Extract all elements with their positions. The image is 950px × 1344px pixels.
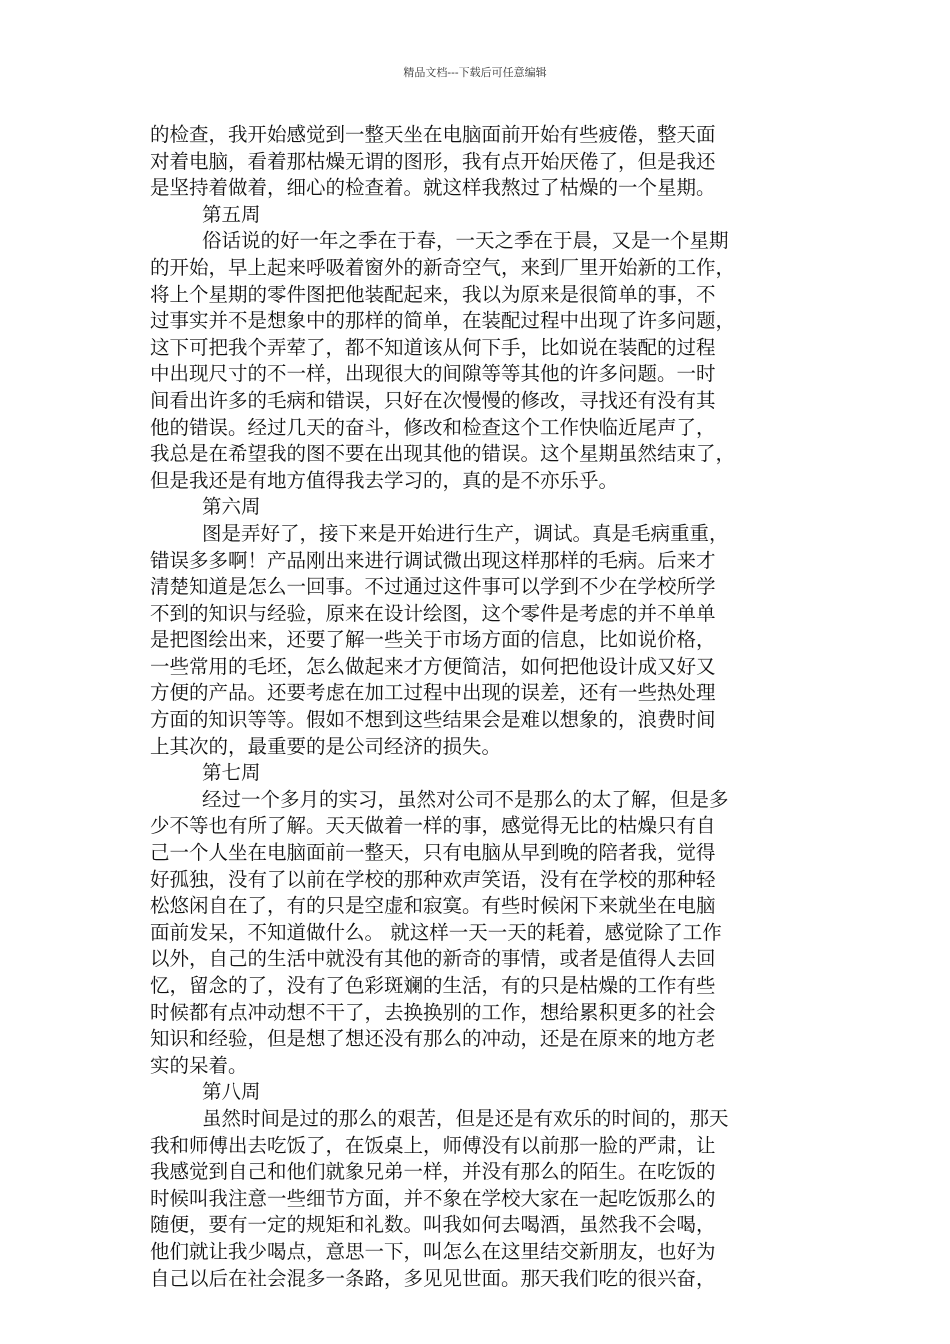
text-line: 的开始，早上起来呼吸着窗外的新奇空气，来到厂里开始新的工作， — [150, 255, 736, 279]
text-line: 是把图绘出来，还要了解一些关于市场方面的信息，比如说价格， — [150, 628, 716, 652]
text-line: 错误多多啊！产品刚出来进行调试微出现这样那样的毛病。后来才 — [150, 548, 716, 572]
text-line: 这下可把我个弄荤了，都不知道该从何下手，比如说在装配的过程 — [150, 335, 716, 359]
text-line: 他的错误。经过几天的奋斗，修改和检查这个工作快临近尾声了， — [150, 415, 716, 439]
text-line: 虽然时间是过的那么的艰苦，但是还是有欢乐的时间的，那天 — [202, 1106, 729, 1130]
text-line: 中出现尺寸的不一样，出现很大的间隙等等其他的许多问题。一时 — [150, 362, 716, 386]
text-line: 一些常用的毛坯，怎么做起来才方便简洁，如何把他设计成又好又 — [150, 654, 716, 678]
section-heading: 第六周 — [202, 495, 261, 519]
text-line: 他们就让我少喝点，意思一下，叫怎么在这里结交新朋友，也好为 — [150, 1239, 716, 1263]
text-line: 以外，自己的生活中就没有其他的新奇的事情，或者是值得人去回 — [150, 947, 716, 971]
text-line: 面前发呆，不知道做什么。 就这样一天一天的耗着，感觉除了工作 — [150, 920, 722, 944]
text-line: 对着电脑，看着那枯燥无谓的图形，我有点开始厌倦了，但是我还 — [150, 149, 716, 173]
text-line: 过事实并不是想象中的那样的简单，在装配过程中出现了许多问题， — [150, 309, 736, 333]
section-heading: 第七周 — [202, 761, 261, 785]
text-line: 清楚知道是怎么一回事。不过通过这件事可以学到不少在学校所学 — [150, 575, 716, 599]
page-header: 精品文档---下载后可任意编辑 — [403, 66, 547, 79]
text-line: 方面的知识等等。假如不想到这些结果会是难以想象的，浪费时间 — [150, 708, 716, 732]
text-line: 少不等也有所了解。天天做着一样的事，感觉得无比的枯燥只有自 — [150, 814, 716, 838]
text-line: 时候叫我注意一些细节方面，并不象在学校大家在一起吃饭那么的 — [150, 1186, 716, 1210]
text-line: 忆，留念的了，没有了色彩斑斓的生活，有的只是枯燥的工作有些 — [150, 974, 716, 997]
text-line: 将上个星期的零件图把他装配起来，我以为原来是很简单的事，不 — [150, 282, 716, 306]
text-line: 我和师傅出去吃饭了，在饭桌上，师傅没有以前那一脸的严肃，让 — [150, 1133, 716, 1157]
body-text — [150, 122, 830, 1292]
text-line: 时候都有点冲动想不干了，去换换别的工作，想给累积更多的社会 — [150, 1000, 716, 1024]
text-line: 经过一个多月的实习，虽然对公司不是那么的太了解，但是多 — [202, 787, 729, 811]
text-line: 不到的知识与经验，原来在设计绘图，这个零件是考虑的并不单单 — [150, 601, 716, 625]
text-line: 我总是在希望我的图不要在出现其他的错误。这个星期虽然结束了， — [150, 442, 736, 466]
text-line: 图是弄好了，接下来是开始进行生产，调试。真是毛病重重， — [202, 521, 729, 545]
text-line: 上其次的，最重要的是公司经济的损失。 — [150, 734, 502, 758]
text-line: 知识和经验，但是想了想还没有那么的冲动，还是在原来的地方老 — [150, 1027, 716, 1051]
text-line: 松悠闲自在了，有的只是空虚和寂寞。有些时候闲下来就坐在电脑 — [150, 894, 716, 918]
text-line: 己一个人坐在电脑面前一整天，只有电脑从早到晚的陪者我，觉得 — [150, 841, 716, 865]
section-heading: 第八周 — [202, 1080, 261, 1104]
text-line: 俗话说的好一年之季在于春，一天之季在于晨，又是一个星期 — [202, 229, 729, 253]
text-line: 间看出许多的毛病和错误，只好在次慢慢的修改，寻找还有没有其 — [150, 388, 716, 412]
text-line: 随便，要有一定的规矩和礼数。叫我如何去喝酒，虽然我不会喝， — [150, 1213, 716, 1237]
text-line: 实的呆着。 — [150, 1053, 248, 1077]
text-line: 的检查，我开始感觉到一整天坐在电脑面前开始有些疲倦，整天面 — [150, 123, 716, 146]
section-heading: 第五周 — [202, 202, 261, 226]
text-line: 自己以后在社会混多一条路，多见见世面。那天我们吃的很兴奋， — [150, 1266, 716, 1290]
text-line: 但是我还是有地方值得我去学习的，真的是不亦乐乎。 — [150, 468, 619, 492]
text-line: 好孤独，没有了以前在学校的那种欢声笑语，没有在学校的那种轻 — [150, 867, 716, 891]
text-line: 方便的产品。还要考虑在加工过程中出现的误差，还有一些热处理 — [150, 681, 716, 705]
text-line: 我感觉到自己和他们就象兄弟一样，并没有那么的陌生。在吃饭的 — [150, 1160, 716, 1184]
text-line: 是坚持着做着，细心的检查着。就这样我熬过了枯燥的一个星期。 — [150, 176, 716, 200]
